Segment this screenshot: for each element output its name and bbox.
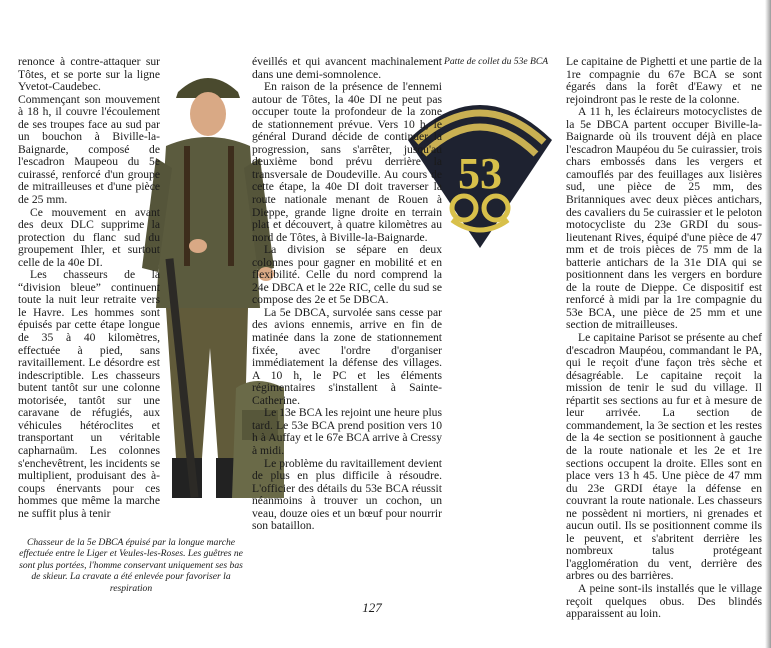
patch-caption: Patte de collet du 53e BCA [444, 56, 549, 67]
paragraph: renonce à contre-attaquer sur Tôtes, et se porte sur la ligne Yvetot-Caudebec. Commençant son mouvement à 18 h, il couvre l'écoulement de ses troupes face au sud par un bouchon à Biville-la-Baignarde, composé de l'escadron Maupeou du 5e cuirassé, renforcé d'un groupe de mitrailleuses et d'une pièce de 25 mm. [18, 55, 160, 207]
photo-caption: Chasseur de la 5e DBCA épuisé par la longue marche effectuée entre le Liger et Veules-les-Roses. Les guêtres ne sont plus portées, l'homme conservant uniquement ses bas de skieur. La cravate a été enlevée pour favoriser la respiration [19, 537, 243, 594]
patch-number: 53 [458, 149, 502, 198]
text-column-1 [18, 56, 160, 520]
text-column-3 [566, 56, 762, 621]
paragraph: A peine sont-ils installés que le village reçoit quelques obus. Des blindés apparaissent au loin. [566, 581, 762, 621]
paragraph: éveillés et qui avancent machinalement dans une demi-somnolence. [252, 55, 442, 81]
text-column-2 [252, 56, 442, 533]
paragraph: En raison de la présence de l'ennemi autour de Tôtes, la 40e DI ne peut pas occuper toute la profondeur de la zone de stationnement prévue. Vers 10 h, le général Durand décide de continuer la progression, sans s'arrêter, jusqu'au deuxième bond prévu derrière la transversale de Doudeville. Au cours de cette étape, la 40e DI doit traverser la route nationale menant de Rouen à Dieppe, grande ligne droite en terrain plat et découvert, à quatre kilomètres au nord de Tôtes, à Biville-la-Baignarde. [252, 80, 442, 244]
paragraph: La division se sépare en deux colonnes pour gagner en mobilité et en flexibilité. Celle du nord comprend la 24e DBCA et le 22e RIC, celle du sud se compose des 2e et 5e DBCA. [252, 243, 442, 307]
page-number: 127 [362, 600, 382, 615]
page-spine-shadow [765, 0, 771, 648]
paragraph: Le capitaine de Pighetti et une partie de la 1re compagnie du 67e BCA se sont égarés dans la forêt d'Eawy et ne rejoindront pas le reste de la colonne. [566, 55, 762, 106]
paragraph: A 11 h, les éclaireurs motocyclistes de la 5e DBCA partent occuper Biville-la-Baignarde où ils trouvent déjà en place l'escadron Maupéou du 5e cuirassier, trois chars embossés dans les vergers et camouflés par des feuillages aux lisières sud, une pièce de 25 mm, des Britanniques avec deux pièces antichars, des cavaliers du 5e cuirassier et le peloton motocycliste du 23e GRDI du sous-lieutenant Rives, équipé d'une pièce de 47 mm et de trois pièces de 75 mm de la batterie antichars de la 31e DIA qui se positionnent dans les vergers en bordure de la route de Dieppe. Ce dispositif est renforcé à midi par la 1re compagnie du 53e BCA, une pièce de 25 mm et une section de mitrailleuses. [566, 105, 762, 332]
paragraph: Le 13e BCA les rejoint une heure plus tard. Le 53e BCA prend position vers 10 h à Auffay et le 67e BCA arrive à Cressy à midi. [252, 406, 442, 457]
paragraph: Ce mouvement en avant des deux DLC supprime la protection du flanc sud du groupement Ihler, et surtout celle de la 40e DI. [18, 205, 160, 269]
paragraph: Les chasseurs de la “division bleue” continuent toute la nuit leur retraite vers le Havre. Les hommes sont épuisés par cette étape longue de 35 à 40 kilomètres, effectuée à pied, sans ravitaillement. Le désordre est indescriptible. Les chasseurs butent tantôt sur une colonne motorisée, tantôt sur une caravane de réfugiés, aux véhicules hétéroclites et transportant un véritable capharnaüm. Les colonnes s'enchevêtrent, les incidents se multiplient, produisant des à-coups énervants pour ces hommes que même la marche ne suffit plus à tenir [18, 268, 160, 520]
paragraph: La 5e DBCA, survolée sans cesse par des avions ennemis, arrive en fin de matinée dans la zone de stationnement fixée, avec l'ordre d'organiser immédiatement la défense des villages. A 10 h, le PC et les éléments régimentaires s'installent à Sainte-Catherine. [252, 305, 442, 407]
paragraph: Le capitaine Parisot se présente au chef d'escadron Maupéou, commandant le PA, qui le reçoit d'une façon très sèche et désagréable. Le capitaine reçoit la mission de tenir le sud du village. Il répartit ses sections au fur et à mesure de leur arrivée. La section de commandement, la 3e section et les restes de la 4e section se positionnent à gauche de la route nationale et les 2e et 1re sections occupent la droite. Elles sont en place vers 13 h 45. Une pièce de 47 mm du 23e GRDI étaye la défense en couvrant la route nationale. Les chasseurs ne possèdent ni mortiers, ni grenades et aucun outil. Ils se positionnent comme ils le peuvent, et s'abritent derrière les nombreux talus protégeant l'agglomération du vent, derrière des arbres ou des barrières. [566, 331, 762, 583]
paragraph: Le problème du ravitaillement devient de plus en plus difficile à résoudre. L'officier des détails du 53e BCA réussit néanmoins à trouver un cochon, un veau, douze oies et un bœuf pour nourrir son bataillon. [252, 456, 442, 533]
